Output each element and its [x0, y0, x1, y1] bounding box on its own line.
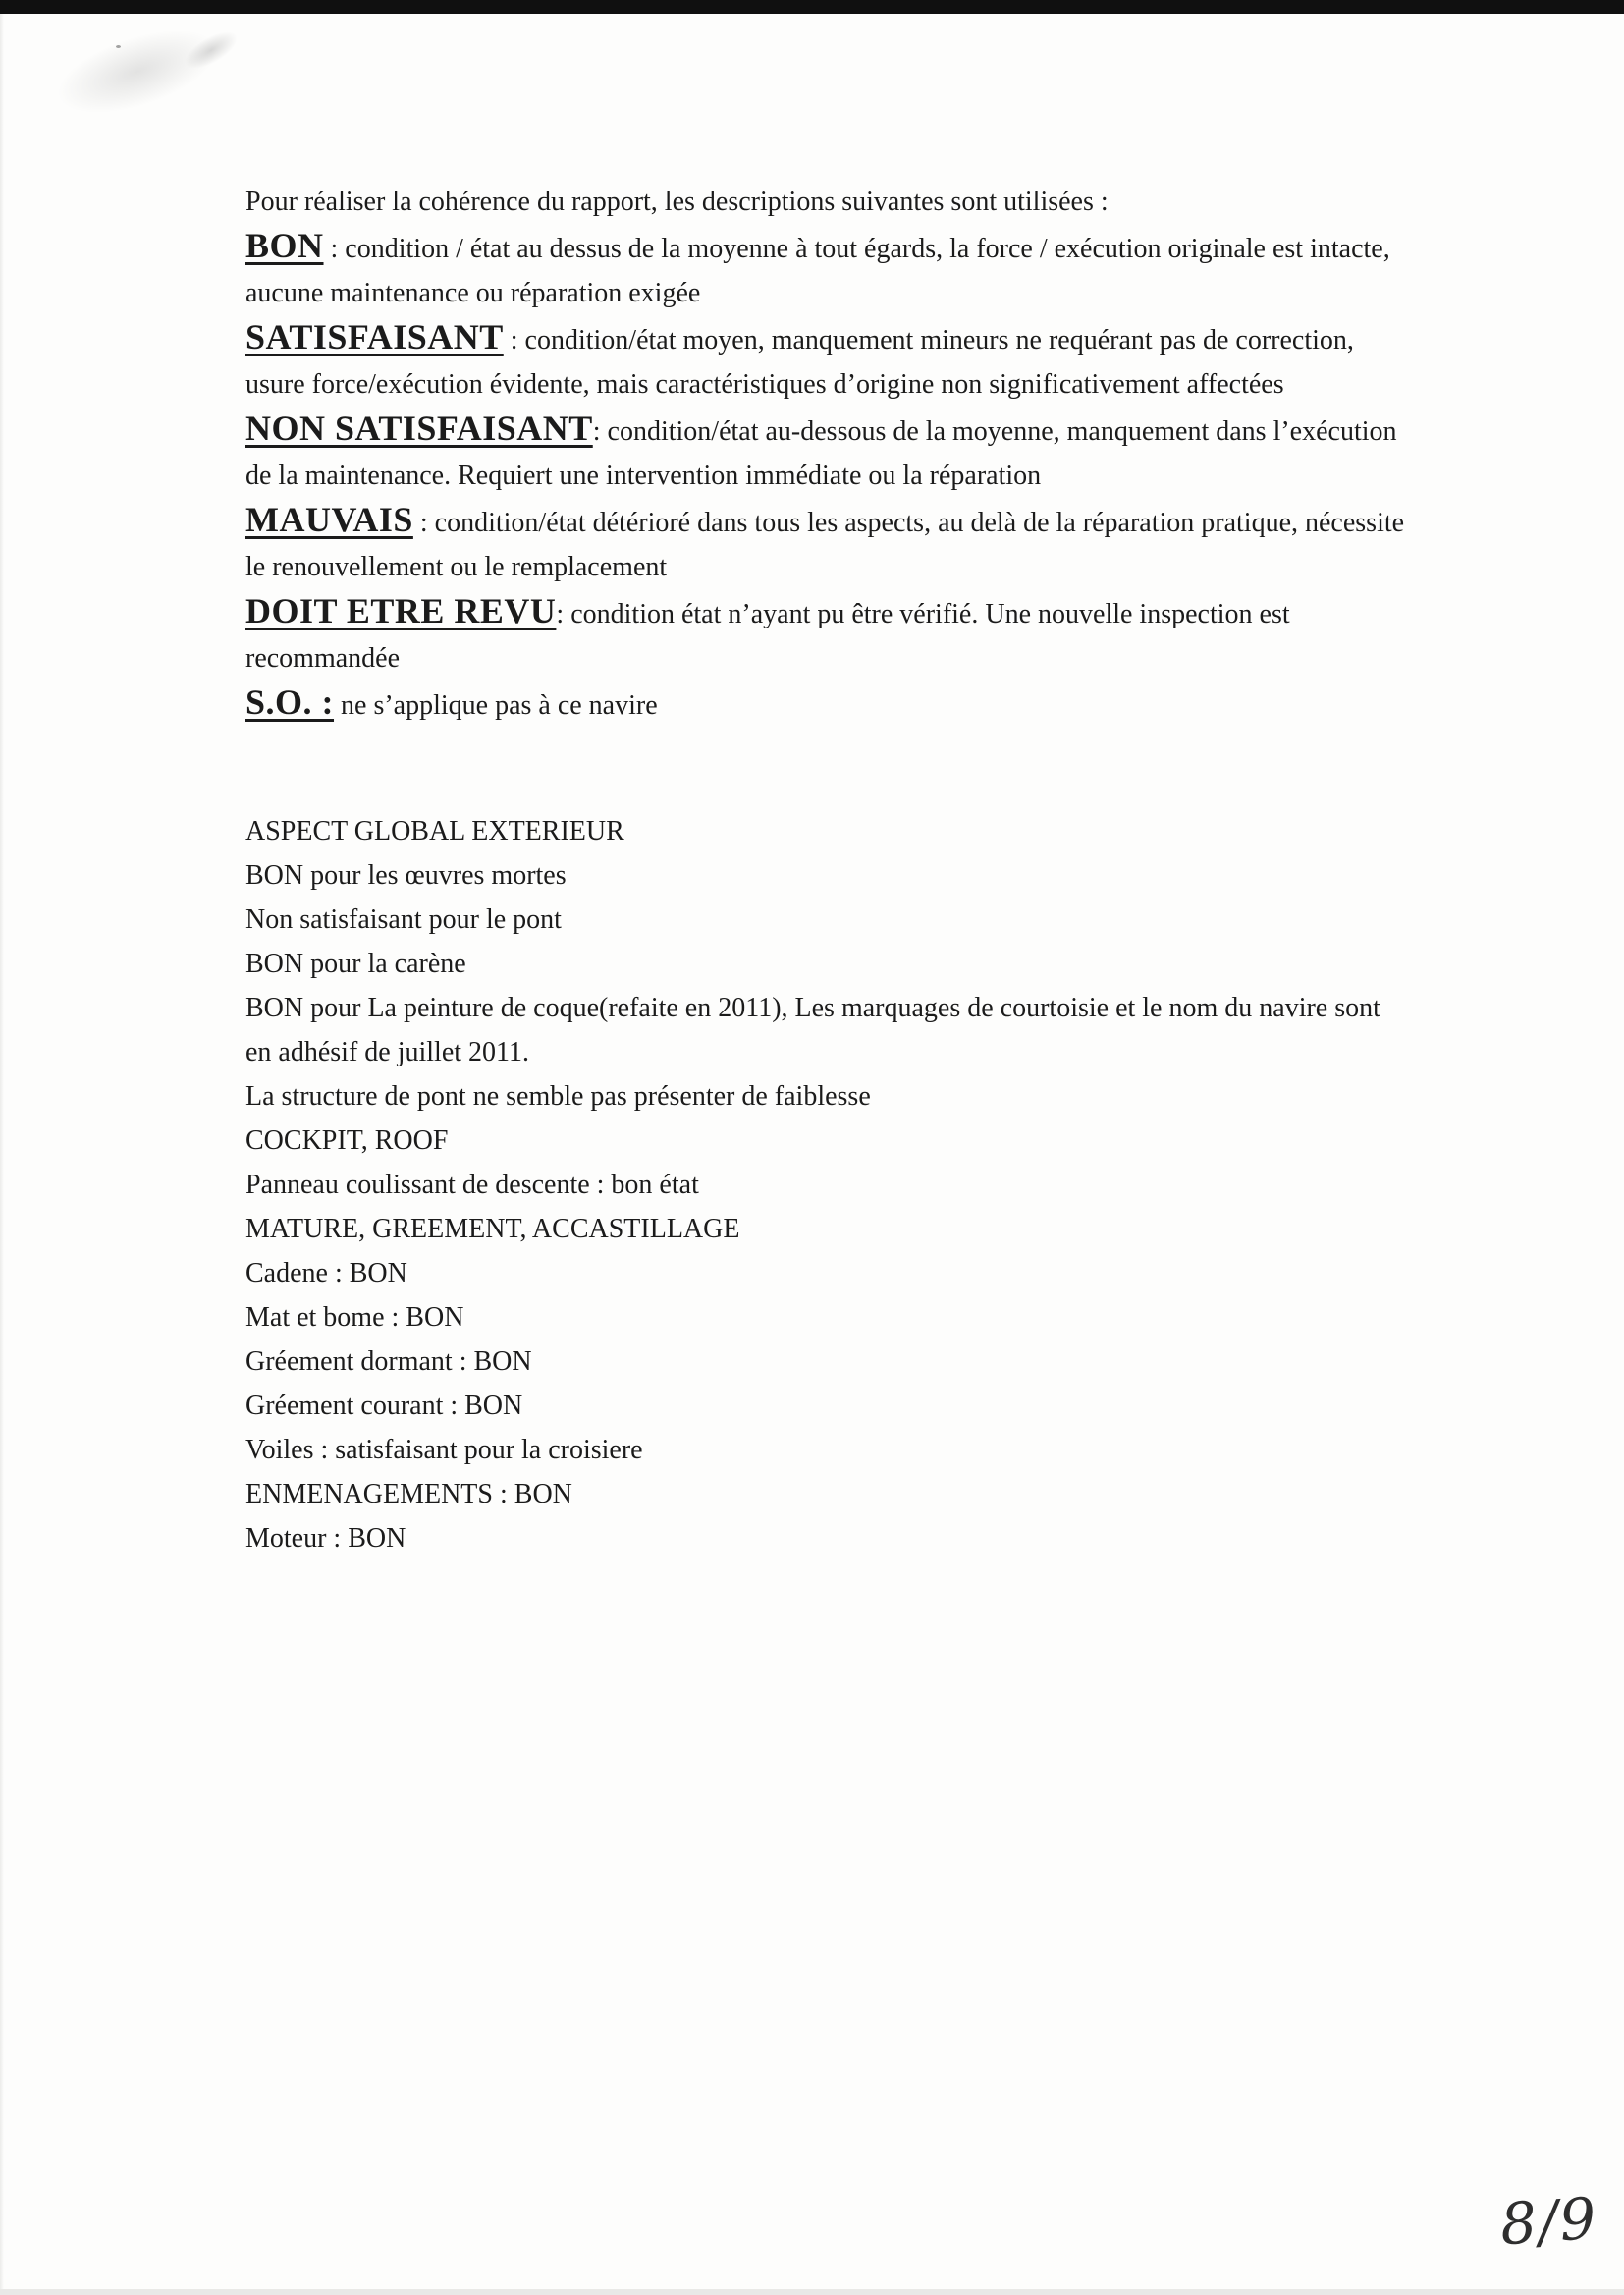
finding-voiles: Voiles : satisfaisant pour la croisiere — [245, 1435, 643, 1465]
findings-section — [245, 809, 1409, 1560]
definition-satisfaisant — [245, 315, 1409, 407]
report-content — [245, 180, 1409, 1560]
definition-term: S.O. : — [245, 683, 335, 722]
finding-panneau-descente: Panneau coulissant de descente : bon état — [245, 1170, 699, 1200]
definition-separator — [334, 690, 341, 721]
definition-bon — [245, 224, 1409, 315]
definition-term: MAUVAIS — [245, 500, 413, 539]
finding-oeuvres-mortes: BON pour les œuvres mortes — [245, 860, 567, 891]
definition-mauvais — [245, 498, 1409, 589]
finding-moteur: Moteur : BON — [245, 1523, 406, 1554]
definition-separator: : — [323, 234, 346, 264]
finding-cadene: Cadene : BON — [245, 1258, 407, 1288]
definition-doit-etre-revu — [245, 589, 1409, 681]
definition-text: ne s’applique pas à ce navire — [341, 690, 658, 721]
finding-greement-courant: Gréement courant : BON — [245, 1391, 523, 1421]
definition-term: NON SATISFAISANT — [245, 409, 593, 448]
finding-peinture-coque: BON pour La peinture de coque(refaite en 2011), Les marquages de courtoisie et le nom du navire sont en adhésif de juillet 2011. — [245, 993, 1380, 1067]
definition-separator: : — [592, 416, 608, 447]
finding-mat-bome: Mat et bome : BON — [245, 1302, 464, 1333]
definition-non-satisfaisant — [245, 407, 1409, 498]
scan-smudge — [47, 13, 227, 130]
scan-edge-left — [0, 14, 4, 2289]
definition-term: DOIT ETRE REVU — [245, 591, 557, 630]
definition-separator: : — [556, 599, 571, 629]
scan-edge-top — [0, 0, 1624, 14]
intro-paragraph: Pour réaliser la cohérence du rapport, les descriptions suivantes sont utilisées : — [245, 187, 1109, 217]
heading-aspect-global-exterieur: ASPECT GLOBAL EXTERIEUR — [245, 816, 624, 847]
definition-text: condition/état détérioré dans tous les aspects, au delà de la réparation pratique, nécessite le renouvellement ou le remplacement — [245, 508, 1405, 582]
definition-text: condition/état moyen, manquement mineurs ne requérant pas de correction, usure force/exécution évidente, mais caractéristiques d’origine non significativement affectées — [245, 325, 1354, 400]
heading-mature-greement-accastillage: MATURE, GREEMENT, ACCASTILLAGE — [245, 1214, 740, 1244]
finding-greement-dormant: Gréement dormant : BON — [245, 1346, 532, 1377]
finding-pont: Non satisfaisant pour le pont — [245, 904, 562, 935]
definition-term: SATISFAISANT — [245, 317, 504, 356]
definition-text: condition état n’ayant pu être vérifié. Une nouvelle inspection est recommandée — [245, 599, 1290, 674]
definition-separator: : — [503, 325, 525, 355]
scan-speck — [116, 45, 121, 48]
definition-text: condition/état au-dessous de la moyenne, manquement dans l’exécution de la maintenance. Requiert une intervention immédiate ou la réparation — [245, 416, 1397, 491]
scan-edge-bottom — [0, 2289, 1624, 2295]
finding-carene: BON pour la carène — [245, 949, 466, 979]
heading-enmenagements: ENMENAGEMENTS : BON — [245, 1479, 572, 1509]
page-number-handwritten: 8/9 — [1497, 2184, 1600, 2259]
definition-separator: : — [412, 508, 435, 538]
definition-text: condition / état au dessus de la moyenne à tout égards, la force / exécution originale est intacte, aucune maintenance ou réparation exigée — [245, 234, 1390, 308]
heading-cockpit-roof: COCKPIT, ROOF — [245, 1125, 449, 1156]
definition-so — [245, 681, 1409, 728]
definition-term: BON — [245, 226, 324, 265]
finding-structure-pont: La structure de pont ne semble pas présenter de faiblesse — [245, 1081, 871, 1112]
